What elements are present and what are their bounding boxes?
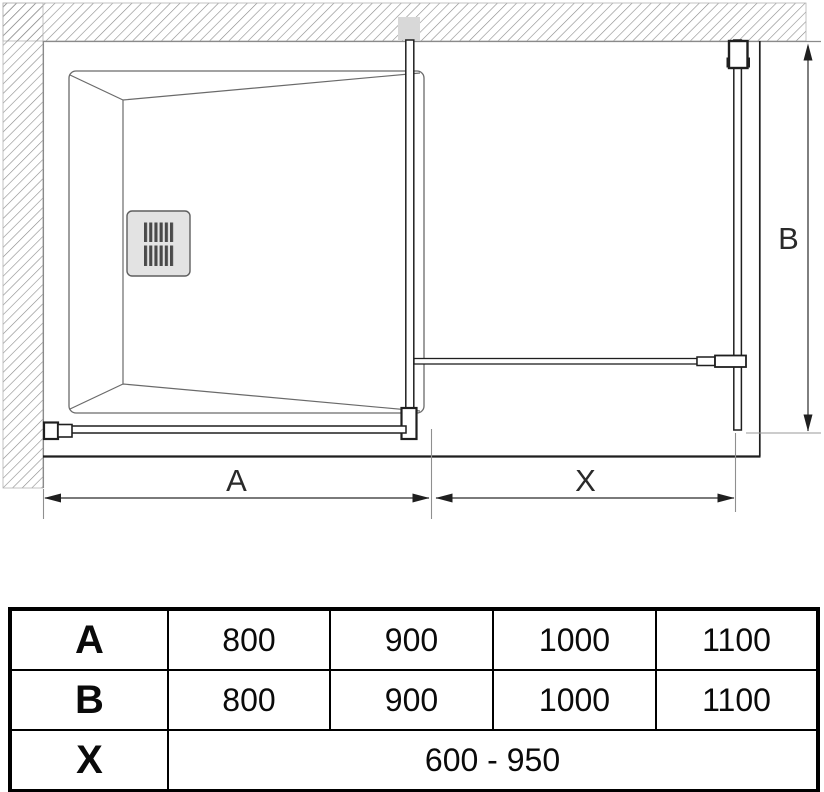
table-cell: 900 — [330, 670, 493, 730]
row-label-a: A — [10, 609, 168, 670]
wall-recess — [398, 17, 420, 40]
profile-tab-right — [747, 58, 751, 68]
table-cell: 1100 — [656, 670, 818, 730]
table-row-x — [10, 730, 818, 791]
profile-tab-left — [727, 58, 731, 68]
wall-profile-bracket — [44, 423, 58, 440]
row-label-b: B — [10, 670, 168, 730]
panel-floor-bracket — [402, 408, 417, 439]
dimension-x — [436, 433, 736, 512]
table-cell: 1000 — [493, 609, 656, 670]
table-cell-x-range: 600 - 950 — [168, 730, 818, 791]
arrowhead-down — [804, 415, 813, 432]
table-cell: 800 — [168, 609, 330, 670]
arrowhead-left — [44, 494, 61, 503]
wall-profile-bracket-inner — [58, 425, 72, 438]
table-row-a — [10, 609, 818, 670]
arrowhead-right — [718, 494, 735, 503]
glass-panel-front — [44, 423, 406, 440]
arrowhead-right — [413, 494, 430, 503]
table-cell: 1000 — [493, 670, 656, 730]
shower-tray — [69, 71, 424, 413]
support-bar — [414, 356, 746, 368]
dimension-a — [44, 429, 432, 519]
support-bar-clamp — [715, 356, 746, 368]
dimension-a-label: A — [226, 463, 248, 498]
wall-left — [3, 3, 43, 488]
drain-grate-row-top — [144, 223, 174, 243]
wall-mount-profile — [729, 41, 748, 68]
arrowhead-up — [804, 44, 813, 61]
table-cell: 800 — [168, 670, 330, 730]
row-label-x: X — [10, 730, 168, 791]
table-cell: 900 — [330, 609, 493, 670]
drain-grate-row-bottom — [144, 246, 174, 267]
support-bar-tube — [414, 359, 697, 365]
arrowhead-left — [436, 494, 453, 503]
dimension-b — [746, 44, 821, 434]
size-table — [8, 607, 820, 792]
table-row-b — [10, 670, 818, 730]
drain — [127, 211, 190, 276]
dimension-b-label: B — [778, 221, 800, 256]
table-cell: 1100 — [656, 609, 818, 670]
glass-panel-right — [727, 40, 751, 430]
support-bar-sleeve — [697, 357, 715, 366]
dimension-x-label: X — [575, 463, 597, 498]
